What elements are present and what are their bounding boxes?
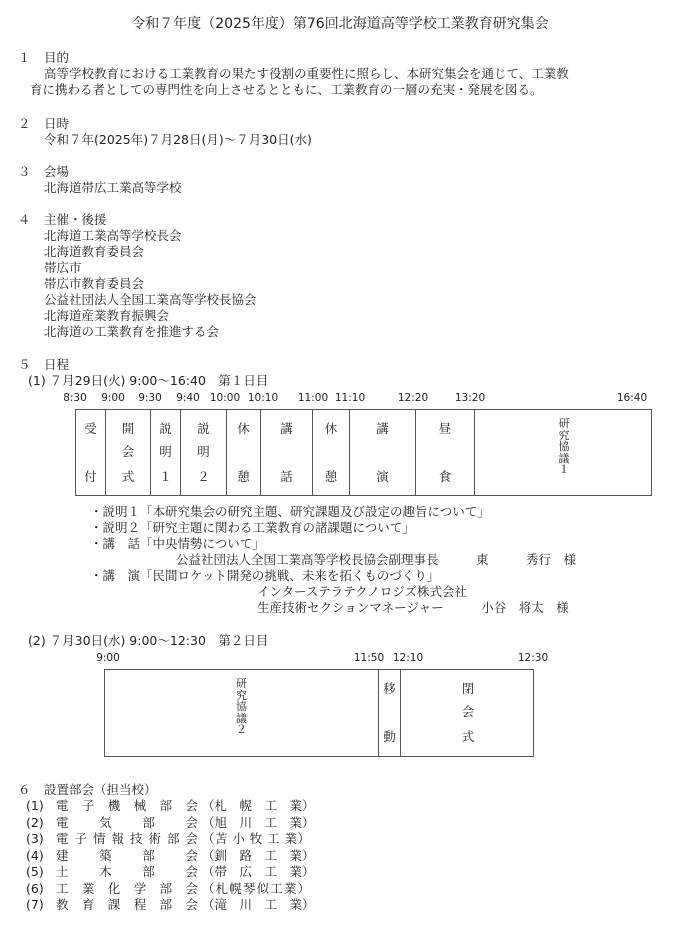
day1-time-label: 9:40 xyxy=(176,392,200,404)
subcommittee-name: 建 築 部 会 xyxy=(56,847,198,863)
block-label: 研 究 協 議 １ xyxy=(558,417,570,476)
subcommittee-item xyxy=(26,864,346,880)
section-4-number: ４ xyxy=(18,212,31,227)
block-label-char: 憩 xyxy=(324,469,338,484)
host-school: （札幌琴似工業） xyxy=(202,880,310,896)
block-label-char: 式 xyxy=(121,469,135,484)
day1-schedule-block xyxy=(150,410,180,495)
block-label-char: １ xyxy=(159,469,172,484)
item-number: (7) xyxy=(26,897,44,912)
organizer-item: 北海道の工業教育を推進する会 xyxy=(44,324,220,339)
day1-time-label: 16:40 xyxy=(616,392,648,404)
block-label: 研 究 協 議 ２ xyxy=(236,677,247,736)
day1-schedule-block xyxy=(312,410,349,495)
day1-schedule-block xyxy=(226,410,260,495)
host-school: （旭 川 工 業） xyxy=(202,814,315,830)
organizer-item: 北海道工業高等学校長会 xyxy=(44,228,182,243)
day1-time-label: 12:20 xyxy=(397,392,429,404)
section-4-heading: 主催・後援 xyxy=(44,212,107,227)
block-label-char: ２ xyxy=(197,469,210,484)
venue-text: 北海道帯広工業高等学校 xyxy=(44,180,182,195)
host-school: （滝 川 工 業） xyxy=(202,897,315,912)
block-label-char: 式 xyxy=(461,729,475,744)
day1-heading: (1) ７月29日(火) 9:00～16:40 第１日目 xyxy=(28,373,269,388)
block-label-char: 演 xyxy=(376,469,389,484)
organizer-item: 帯広市 xyxy=(44,260,82,275)
day1-time-label: 9:30 xyxy=(138,392,162,404)
day1-time-label: 10:00 xyxy=(209,392,241,404)
day1-time-label: 8:30 xyxy=(63,392,87,404)
subcommittee-name: 教 育 課 程 部 会 xyxy=(56,897,198,912)
day1-schedule-block xyxy=(474,410,653,495)
day1-schedule-block xyxy=(260,410,312,495)
subcommittee-name: 電 気 部 会 xyxy=(56,814,198,830)
block-label-char: 付 xyxy=(84,469,97,484)
block-label-char: 動 xyxy=(383,729,396,744)
block-label-char: 食 xyxy=(438,469,452,484)
day2-time-label: 11:50 xyxy=(353,652,385,664)
day2-schedule-block xyxy=(105,670,378,756)
day2-schedule-table xyxy=(104,669,534,757)
day2-schedule-block xyxy=(400,670,535,756)
purpose-line-1: 高等学校教育における工業教育の果たす役割の重要性に照らし、本研究集会を通じて、工業教 xyxy=(44,66,569,81)
block-label-char: 開 xyxy=(121,421,135,436)
block-label-char: 説 xyxy=(159,421,172,436)
block-label-char: 憩 xyxy=(237,469,250,484)
note-explanation-1: ・説明１「本研究集会の研究主題、研究課題及び設定の趣旨について」 xyxy=(90,504,490,519)
block-label-char: 休 xyxy=(324,421,338,436)
note-explanation-2: ・説明２「研究主題に関わる工業教育の諸課題について」 xyxy=(90,520,415,535)
section-5-number: ５ xyxy=(18,357,31,372)
section-5-heading: 日程 xyxy=(44,357,70,372)
section-3-heading: 会場 xyxy=(44,164,70,179)
day1-schedule-block xyxy=(180,410,226,495)
day1-time-label: 13:20 xyxy=(454,392,486,404)
day2-time-label: 9:00 xyxy=(96,652,120,664)
subcommittee-item xyxy=(26,897,346,913)
block-label-char: 明 xyxy=(197,444,210,459)
block-label-char: 講 xyxy=(376,421,389,436)
subcommittee-name: 工 業 化 学 部 会 xyxy=(56,880,198,896)
day1-schedule-block xyxy=(76,410,105,495)
day1-schedule-block xyxy=(105,410,150,495)
note-lecture-speaker: 生産技術セクションマネージャー 小谷 将太 様 xyxy=(257,600,569,615)
page-title: 令和７年度（2025年度）第76回北海道高等学校工業教育研究集会 xyxy=(131,16,549,32)
subcommittee-item xyxy=(26,798,346,814)
section-1-number: １ xyxy=(18,50,31,65)
day2-time-label: 12:10 xyxy=(392,652,424,664)
day1-time-label: 9:00 xyxy=(101,392,125,404)
block-label-char: 昼 xyxy=(438,421,452,436)
day1-schedule-block xyxy=(415,410,474,495)
day1-time-label: 11:00 xyxy=(297,392,329,404)
subcommittee-item xyxy=(26,815,346,831)
item-number: (5) xyxy=(26,864,44,879)
subcommittee-name: 土 木 部 会 xyxy=(56,864,198,879)
block-label-char: 閉 xyxy=(461,681,475,696)
purpose-line-2: 育に携わる者としての専門性を向上させるとともに、工業教育の一層の充実・発展を図る。 xyxy=(30,82,543,97)
section-6-heading: 設置部会（担当校） xyxy=(44,782,157,797)
item-number: (4) xyxy=(26,847,44,863)
day1-schedule-block xyxy=(349,410,415,495)
organizer-item: 公益社団法人全国工業高等学校長協会 xyxy=(44,292,257,307)
day2-schedule-block xyxy=(378,670,400,756)
host-school: （札 幌 工 業） xyxy=(202,798,315,813)
day1-time-labels xyxy=(0,392,680,406)
item-number: (2) xyxy=(26,814,44,830)
block-label-char: 明 xyxy=(159,444,172,459)
subcommittee-item xyxy=(26,831,346,847)
day2-time-labels xyxy=(0,652,680,666)
block-label-char: 会 xyxy=(461,704,475,719)
note-lecture: ・講 演「民間ロケット開発の挑戦、未来を拓くものづくり」 xyxy=(90,568,440,583)
host-school: （苫 小 牧 工 業） xyxy=(202,831,310,846)
day1-time-label: 11:10 xyxy=(334,392,366,404)
organizer-item: 帯広市教育委員会 xyxy=(44,276,145,291)
section-3-number: ３ xyxy=(18,164,31,179)
host-school: （帯 広 工 業） xyxy=(202,864,315,879)
block-label-char: 会 xyxy=(121,444,135,459)
date-text: 令和７年(2025年)７月28日(月)～７月30日(水) xyxy=(44,132,312,147)
section-2-heading: 日時 xyxy=(44,116,70,131)
note-talk-speaker: 公益社団法人全国工業高等学校長協会副理事長 東 秀行 様 xyxy=(176,552,577,567)
item-number: (6) xyxy=(26,880,44,896)
section-1-heading: 目的 xyxy=(44,50,70,65)
subcommittee-item xyxy=(26,881,346,897)
item-number: (3) xyxy=(26,831,44,846)
item-number: (1) xyxy=(26,798,44,813)
day1-schedule-table xyxy=(75,409,652,496)
subcommittee-item xyxy=(26,848,346,864)
day2-time-label: 12:30 xyxy=(517,652,549,664)
day2-heading: (2) ７月30日(水) 9:00～12:30 第２日目 xyxy=(28,633,269,648)
subcommittee-name: 電子情報技術部会 xyxy=(56,831,198,846)
section-6-number: ６ xyxy=(18,782,31,797)
day1-time-label: 10:10 xyxy=(247,392,279,404)
section-2-number: ２ xyxy=(18,116,31,131)
block-label-char: 休 xyxy=(237,421,250,436)
organizer-item: 北海道教育委員会 xyxy=(44,244,145,259)
subcommittee-name: 電 子 機 械 部 会 xyxy=(56,798,198,813)
block-label-char: 受 xyxy=(84,421,97,436)
block-label-char: 話 xyxy=(280,469,293,484)
note-lecture-company: インターステラテクノロジズ株式会社 xyxy=(257,584,468,599)
host-school: （釧 路 工 業） xyxy=(202,847,315,863)
block-label-char: 説 xyxy=(197,421,210,436)
organizer-item: 北海道産業教育振興会 xyxy=(44,308,170,323)
block-label-char: 講 xyxy=(280,421,293,436)
block-label-char: 移 xyxy=(383,681,396,696)
note-talk: ・講 話「中央情勢について」 xyxy=(90,536,265,551)
